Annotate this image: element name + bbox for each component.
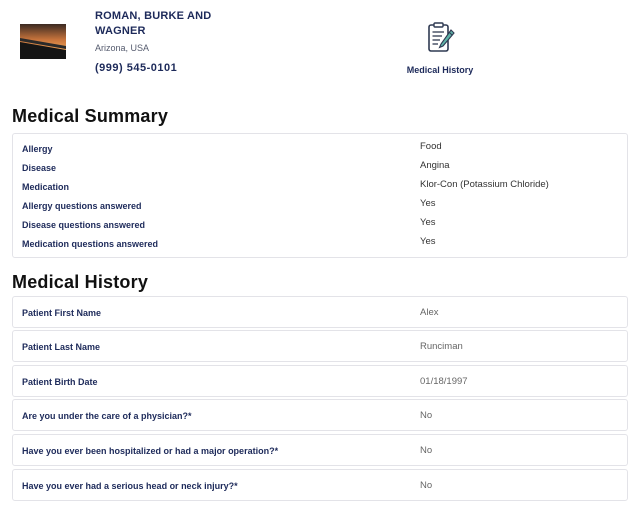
- history-label: Have you ever had a serious head or neck injury?*: [22, 481, 238, 491]
- practice-phone[interactable]: (999) 545-0101: [95, 62, 178, 74]
- summary-value: Food: [420, 141, 442, 152]
- medical-history-nav-label: Medical History: [406, 65, 474, 75]
- history-row-last-name: [12, 330, 628, 362]
- summary-row-disease: [13, 157, 627, 176]
- summary-value: Yes: [420, 236, 436, 247]
- history-row-hospitalized: [12, 434, 628, 466]
- practice-info: [95, 9, 235, 74]
- summary-row-medication-questions: [13, 233, 627, 252]
- summary-value: Angina: [420, 160, 450, 171]
- history-row-head-neck-injury: [12, 469, 628, 501]
- history-value: No: [420, 445, 433, 456]
- history-value: No: [420, 410, 433, 421]
- history-label: Have you ever been hospitalized or had a major operation?*: [22, 446, 279, 456]
- sunset-bridge-image: [20, 24, 66, 59]
- history-label: Patient First Name: [22, 308, 102, 318]
- summary-label: Allergy: [22, 144, 53, 154]
- practice-name: ROMAN, BURKE AND WAGNER: [95, 10, 212, 37]
- clipboard-pen-icon: [422, 20, 458, 56]
- history-value: Runciman: [420, 341, 463, 352]
- summary-value: Klor-Con (Potassium Chloride): [420, 179, 549, 190]
- practice-logo: [20, 24, 66, 59]
- history-row-first-name: [12, 296, 628, 328]
- summary-label: Allergy questions answered: [22, 201, 142, 211]
- summary-label: Medication: [22, 182, 70, 192]
- summary-label: Disease: [22, 163, 57, 173]
- summary-row-disease-questions: [13, 214, 627, 233]
- header: [0, 0, 634, 95]
- history-label: Patient Birth Date: [22, 377, 98, 387]
- medical-summary-title: Medical Summary: [12, 106, 169, 126]
- history-value: Alex: [420, 307, 439, 318]
- summary-label: Disease questions answered: [22, 220, 146, 230]
- practice-location: Arizona, USA: [95, 43, 150, 53]
- history-label: Are you under the care of a physician?*: [22, 411, 192, 421]
- medical-summary-panel: [12, 133, 628, 258]
- summary-label: Medication questions answered: [22, 239, 159, 249]
- history-value: No: [420, 480, 433, 491]
- history-row-physician-care: [12, 399, 628, 431]
- history-label: Patient Last Name: [22, 342, 101, 352]
- history-value: 01/18/1997: [420, 376, 468, 387]
- summary-value: Yes: [420, 217, 436, 228]
- medical-history-title: Medical History: [12, 272, 149, 292]
- history-row-birth-date: [12, 365, 628, 397]
- summary-row-medication: [13, 176, 627, 195]
- summary-row-allergy: [13, 138, 627, 157]
- medical-history-nav-button[interactable]: [396, 20, 484, 75]
- summary-row-allergy-questions: [13, 195, 627, 214]
- summary-value: Yes: [420, 198, 436, 209]
